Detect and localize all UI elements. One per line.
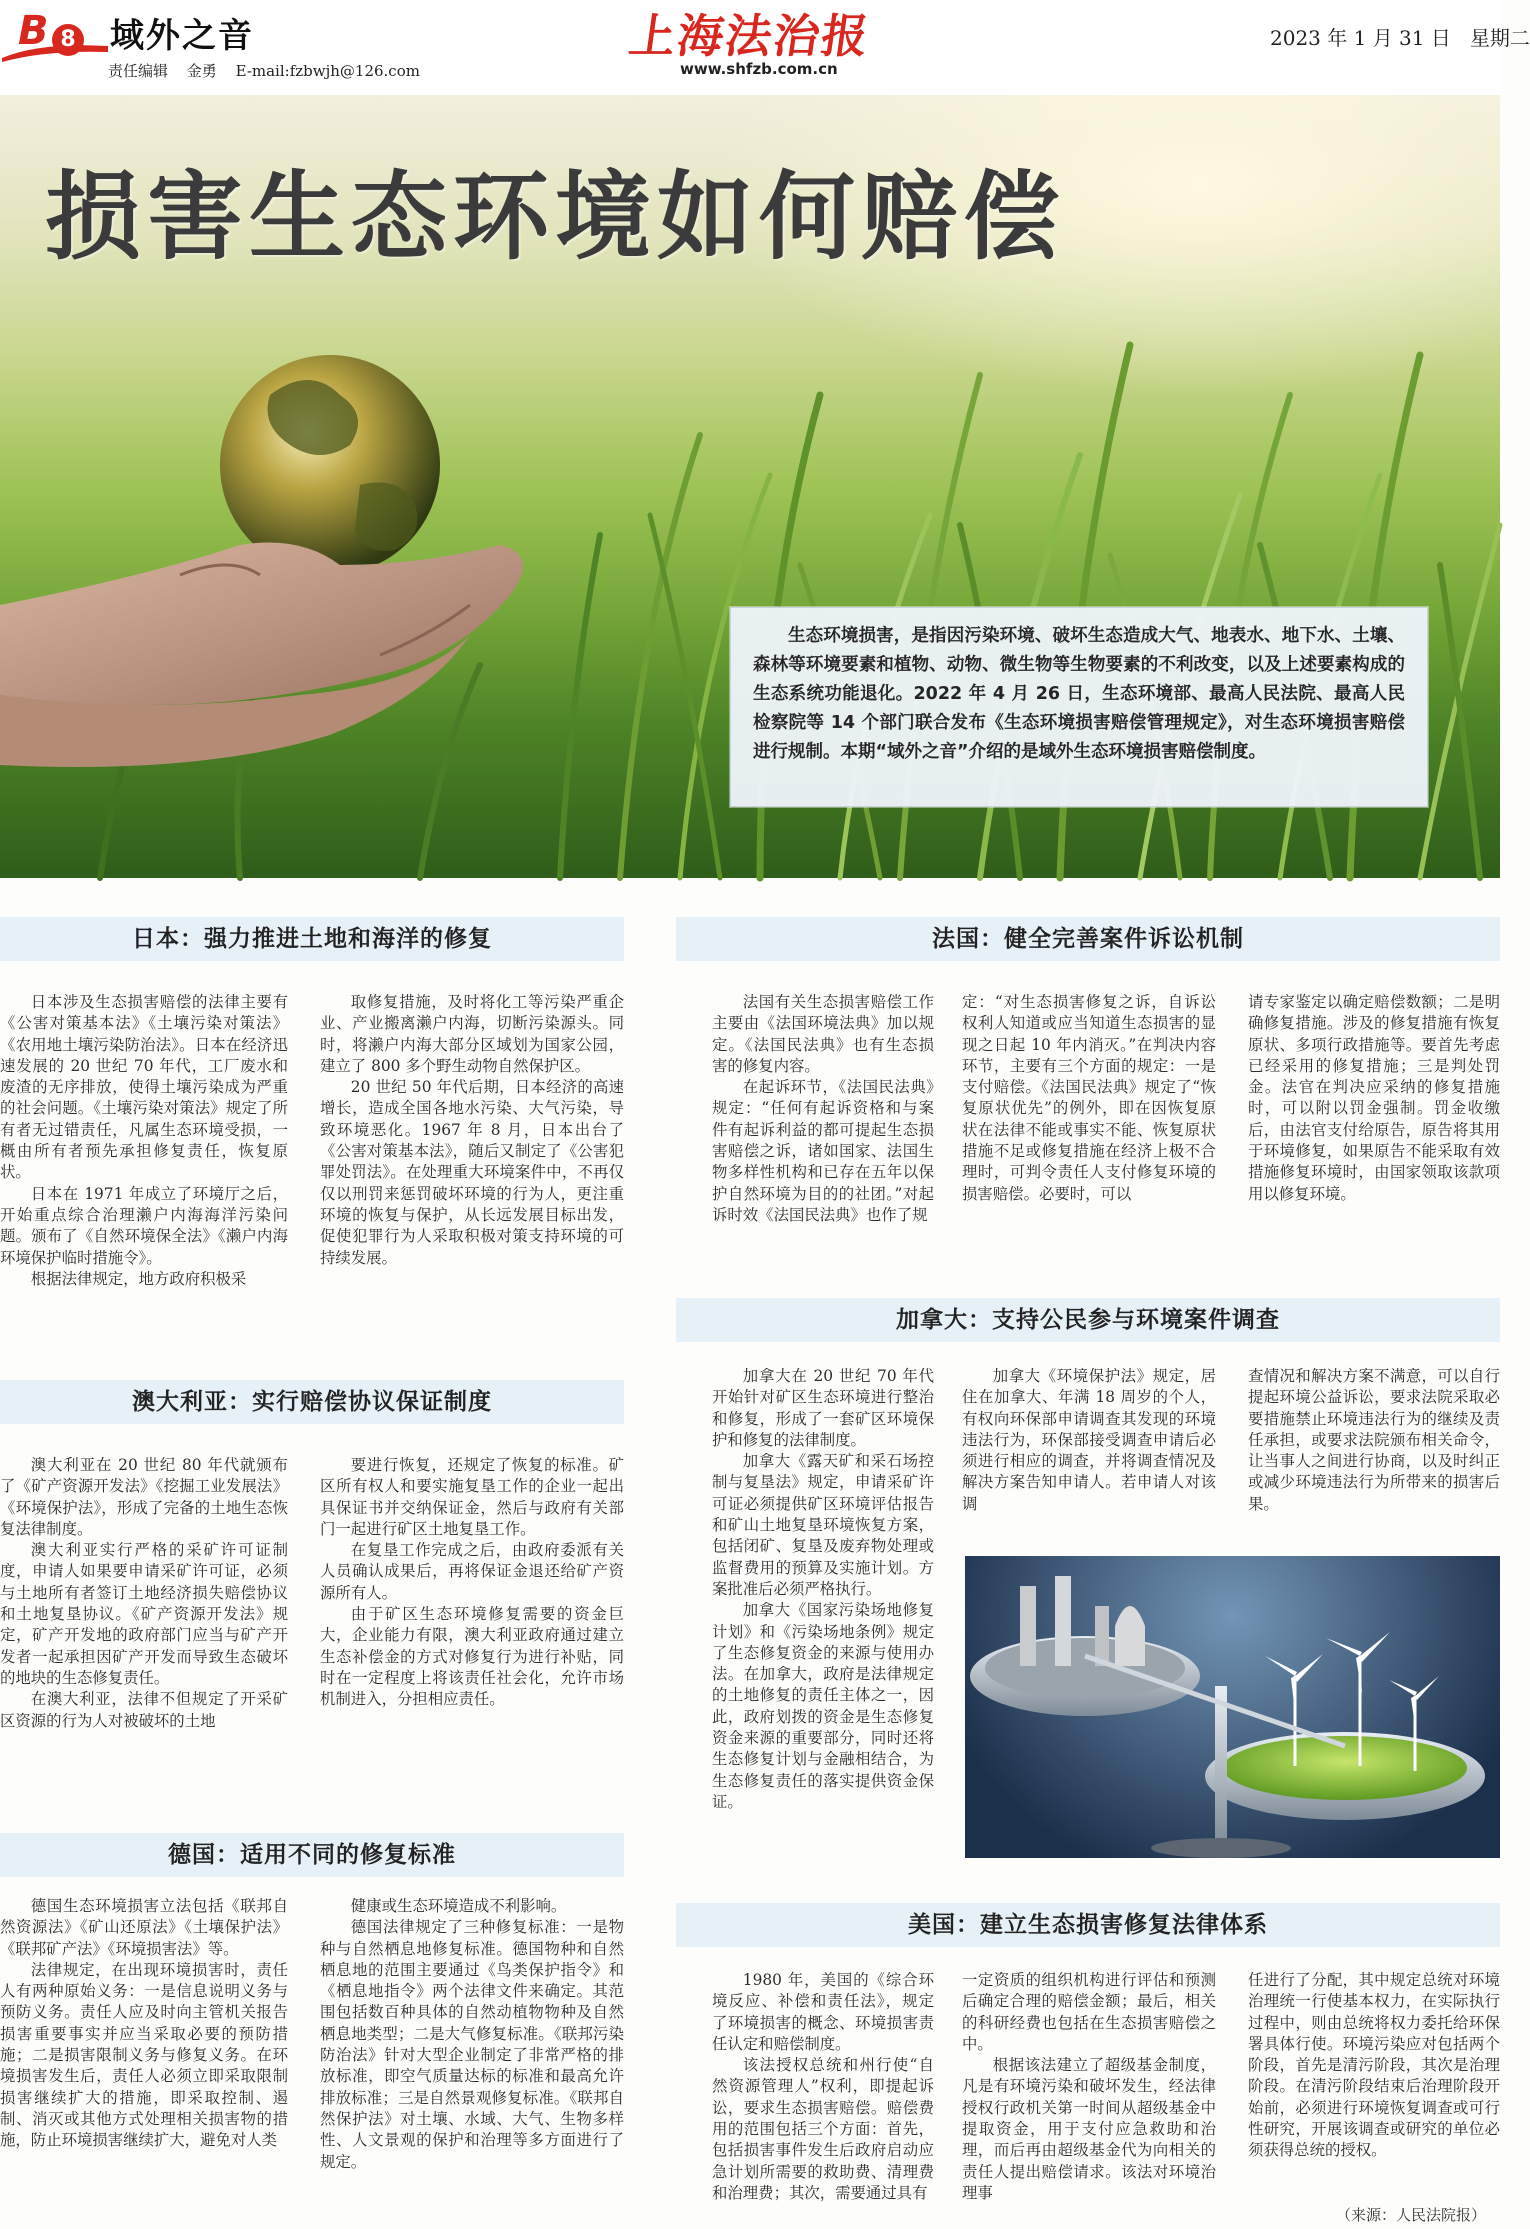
intro-text: 生态环境损害，是指因污染环境、破坏生态造成大气、地表水、地下水、土壤、森林等环境要素和植物、动物、微生物等生物要素的不利改变，以及上述要素构成的生态系统功能退化。2022 年 4 月 26 日，生态环境部、最高人民法院、最高人民检察院等 14 个部门联合发布《生态环境损害赔偿管理规定》，对生态环境损害赔偿进行规制。本期“域外之音”介绍的是域外生态环境损害赔偿制度。 <box>753 626 1405 762</box>
newspaper-url: www.shfzb.com.cn <box>680 60 838 78</box>
section-title-canada: 加拿大：支持公民参与环境案件调查 <box>676 1298 1500 1342</box>
newspaper-logo: 上海法治报 <box>625 9 874 63</box>
paragraph: 根据该法建立了超级基金制度，凡是有环境污染和破坏发生，经法律授权行政机关第一时间从超级基金中提取资金，用于支付应急救助和治理，而后再由超级基金代为向相关的责任人提出赔偿请求。该法对环境治理事 <box>962 2056 1216 2202</box>
weekday-text: 星期二 <box>1469 26 1530 50</box>
paragraph: 一定资质的组织机构进行评估和预测后确定合理的赔偿金额；最后，相关的科研经费也包括在生态损害赔偿之中。 <box>962 1971 1216 2053</box>
paragraph: 定：“对生态损害修复之诉，自诉讼权利人知道或应当知道生态损害的显现之日起 10 年内消灭。”在判决内容环节，主要有三个方面的规定：一是支付赔偿。《法国民法典》规定了“恢复原状优先”的例外，即在因恢复原状在法律不能或事实不能、恢复原状措施不足或修复措施在经济上极不合理时，可判令责任人支付修复环境的损害赔偿。必要时，可以 <box>962 993 1216 1203</box>
section-title-france: 法国：健全完善案件诉讼机制 <box>676 917 1500 961</box>
article-source: （来源：人民法院报） <box>1335 2206 1486 2224</box>
page-headline: 损害生态环境如何赔偿 <box>45 161 1065 273</box>
paragraph: 澳大利亚实行严格的采矿许可证制度，申请人如果要申请采矿许可证，必须与土地所有者签订土地经济损失赔偿协议和土地复垦协议。《矿产资源开发法》规定，矿产开发地的政府部门应当与矿产开发者一起承担因矿产开发而导致生态破坏的地块的生态修复责任。 <box>0 1541 288 1687</box>
australia-column-2 <box>320 1455 624 1785</box>
japan-column-1 <box>0 992 288 1342</box>
paragraph: 在复垦工作完成之后，由政府委派有关人员确认成果后，再将保证金退还给矿产资源所有人。 <box>320 1541 624 1602</box>
paragraph: 日本在 1971 年成立了环境厅之后，开始重点综合治理濑户内海海洋污染问题。颁布了《自然环境保全法》《濑户内海环境保护临时措施令》。 <box>0 1184 288 1267</box>
paragraph: 20 世纪 50 年代后期，日本经济的高速增长，造成全国各地水污染、大气污染，导致环境恶化。1967 年 8 月，日本出台了《公害对策基本法》，随后又制定了《公害犯罪处罚法》。在处理重大环境案件中，不再仅仅以刑罚来惩罚破坏环境的行为人，更注重环境的恢复与保护，从长远发展目标出发，促使犯罪行为人采取积极对策支持环境的可持续发展。 <box>320 1078 624 1267</box>
editor-name: 金勇 <box>186 62 217 80</box>
page-number-badge: 8 <box>52 24 84 56</box>
germany-column-1 <box>0 1896 288 2221</box>
paragraph: 任进行了分配，其中规定总统对环境治理统一行使基本权力，在实际执行过程中，则由总统将权力委托给环保署具体行使。环境污染应对包括两个阶段，首先是清污阶段，其次是治理阶段。在清污阶段结束后治理阶段开始前，必须进行环境恢复调查或可行性研究，开展该调查或研究的单位必须获得总统的授权。 <box>1248 1971 1500 2160</box>
editor-email: E-mail:fzbwjh@126.com <box>235 62 420 80</box>
paragraph: 德国法律规定了三种修复标准：一是物种与自然栖息地修复标准。德国物种和自然栖息地的范围主要通过《鸟类保护指令》和《栖息地指令》两个法律文件来确定。其范围包括数百种具体的自然动植物物种及自然栖息地类型；二是大气修复标准。《联邦污染防治法》针对大型企业制定了非常严格的排放标准，即空气质量达标的标准和最高允许排放标准；三是自然景观修复标准。《联邦自然保护法》对土壤、水域、大气、生物多样性、人文景观的保护和治理等多方面进行了规定。 <box>320 1918 624 2171</box>
intro-box <box>730 607 1428 807</box>
editor-line <box>108 60 434 81</box>
paragraph: 查情况和解决方案不满意，可以自行提起环境公益诉讼，要求法院采取必要措施禁止环境违法行为的继续及责任承担，或要求法院颁布相关命令，让当事人之间进行协商，以及时纠正或减少环境违法行为所带来的损害后果。 <box>1248 1367 1500 1513</box>
paragraph: 要进行恢复，还规定了恢复的标准。矿区所有权人和要实施复垦工作的企业一起出具保证书并交纳保证金，然后与政府有关部门一起进行矿区土地复垦工作。 <box>320 1456 624 1538</box>
section-name: 域外之音 <box>110 16 254 56</box>
balance-scale-photo <box>965 1556 1500 1858</box>
section-title-germany: 德国：适用不同的修复标准 <box>0 1833 624 1877</box>
paragraph: 由于矿区生态环境修复需要的资金巨大，企业能力有限，澳大利亚政府通过建立生态补偿金的方式对修复行为进行补贴，同时在一定程度上将该责任社会化，允许市场机制进入，分担相应责任。 <box>320 1605 624 1709</box>
paragraph: 在澳大利亚，法律不但规定了开采矿区资源的行为人对被破坏的土地 <box>0 1690 288 1730</box>
paragraph: 澳大利亚在 20 世纪 80 年代就颁布了《矿产资源开发法》《挖掘工业发展法》《环境保护法》，形成了完备的土地生态恢复法律制度。 <box>0 1456 288 1538</box>
paragraph: 1980 年，美国的《综合环境反应、补偿和责任法》，规定了环境损害的概念、环境损害责任认定和赔偿制度。 <box>712 1971 934 2053</box>
paragraph: 日本涉及生态损害赔偿的法律主要有《公害对策基本法》《土壤污染对策法》《农用地土壤污染防治法》。日本在经济迅速发展的 20 世纪 70 年代，工厂废水和废渣的无序排放，使得土壤污染成为严重的社会问题。《土壤污染对策法》规定了所有者无过错责任，凡属生态环境受损，一概由所有者预先承担修复责任，恢复原状。 <box>0 993 288 1182</box>
japan-column-2 <box>320 992 624 1342</box>
paragraph: 加拿大《国家污染场地修复计划》和《污染场地条例》规定了生态修复资金的来源与使用办法。在加拿大，政府是法律规定的土地修复的责任主体之一，因此，政府划拨的资金是生态修复资金来源的重要部分，同时还将生态修复计划与金融相结合，为生态修复责任的落实提供资金保证。 <box>712 1601 934 1811</box>
canada-column-1 <box>712 1366 934 1860</box>
hero-image <box>0 95 1500 878</box>
paragraph: 加拿大《露天矿和采石场控制与复垦法》规定，申请采矿许可证必须提供矿区环境评估报告和矿山土地复垦环境恢复方案，包括闭矿、复垦及废弃物处理或监督费用的预算及实施计划。方案批准后必须严格执行。 <box>712 1452 934 1598</box>
paragraph: 加拿大在 20 世纪 70 年代开始针对矿区生态环境进行整治和修复，形成了一套矿区环境保护和修复的法律制度。 <box>712 1367 934 1449</box>
paragraph: 请专家鉴定以确定赔偿数额；二是明确修复措施。涉及的修复措施有恢复原状、多项行政措施等。要首先考虑已经采用的修复措施；三是判处罚金。法官在判决应采纳的修复措施时，可以附以罚金强制。罚金收缴后，由法官支付给原告，原告将其用于环境修复，如果原告不能采取有效措施修复环境时，由国家领取该款项用以修复环境。 <box>1248 993 1500 1203</box>
section-title-usa: 美国：建立生态损害修复法律体系 <box>676 1903 1500 1947</box>
paragraph: 加拿大《环境保护法》规定，居住在加拿大、年满 18 周岁的个人，有权向环保部申请调查其发现的环境违法行为，环保部接受调查申请后必须进行相应的调查，并将调查情况及解决方案告知申请人。若申请人对该调 <box>962 1367 1216 1513</box>
issue-date <box>1270 22 1530 51</box>
germany-column-2 <box>320 1896 624 2221</box>
date-text: 2023 年 1 月 31 日 <box>1270 26 1451 50</box>
paragraph: 法国有关生态损害赔偿工作主要由《法国环境法典》加以规定。《法国民法典》也有生态损害的修复内容。 <box>712 993 934 1075</box>
paragraph: 法律规定，在出现环境损害时，责任人有两种原始义务：一是信息说明义务与预防义务。责任人应及时向主管机关报告损害重要事实并应当采取必要的预防措施；二是损害限制义务与修复义务。在环境损害发生后，责任人必须立即采取限制损害继续扩大的措施，即采取控制、遏制、消灭或其他方式处理相关损害物的措施，防止环境损害继续扩大，避免对人类 <box>0 1960 288 2150</box>
paragraph: 取修复措施，及时将化工等污染严重企业、产业搬离濑户内海，切断污染源头。同时，将濑户内海大部分区域划为国家公园，建立了 800 多个野生动物自然保护区。 <box>320 993 624 1075</box>
australia-column-1 <box>0 1455 288 1785</box>
usa-column-1 <box>712 1970 934 2220</box>
paragraph: 在起诉环节，《法国民法典》规定：“任何有起诉资格和与案件有起诉利益的都可提起生态损害赔偿之诉，诸如国家、法国生物多样性机构和已存在五年以保护自然环境为目的的社团。”对起诉时效《法国民法典》也作了规 <box>712 1078 934 1224</box>
masthead <box>0 0 1530 95</box>
paragraph: 德国生态环境损害立法包括《联邦自然资源法》《矿山还原法》《土壤保护法》《联邦矿产法》《环境损害法》等。 <box>0 1897 288 1958</box>
hands-holding-globe <box>0 275 720 835</box>
paragraph: 根据法律规定，地方政府积极采 <box>30 1269 247 1288</box>
section-title-japan: 日本：强力推进土地和海洋的修复 <box>0 917 624 961</box>
canada-column-3 <box>1248 1366 1500 1546</box>
section-title-australia: 澳大利亚：实行赔偿协议保证制度 <box>0 1380 624 1424</box>
canada-column-2 <box>962 1366 1216 1546</box>
usa-column-2 <box>962 1970 1216 2220</box>
paragraph: 该法授权总统和州行使“自然资源管理人”权利，即提起诉讼，要求生态损害赔偿。赔偿费用的范围包括三个方面：首先，包括损害事件发生后政府启动应急计划所需要的救助费、清理费和治理费；其次，需要通过具有 <box>712 2056 934 2202</box>
page-letter: B <box>18 8 49 54</box>
paragraph: 健康或生态环境造成不利影响。 <box>350 1897 567 1915</box>
editor-label: 责任编辑 <box>108 62 169 80</box>
usa-column-3 <box>1248 1970 1500 2195</box>
